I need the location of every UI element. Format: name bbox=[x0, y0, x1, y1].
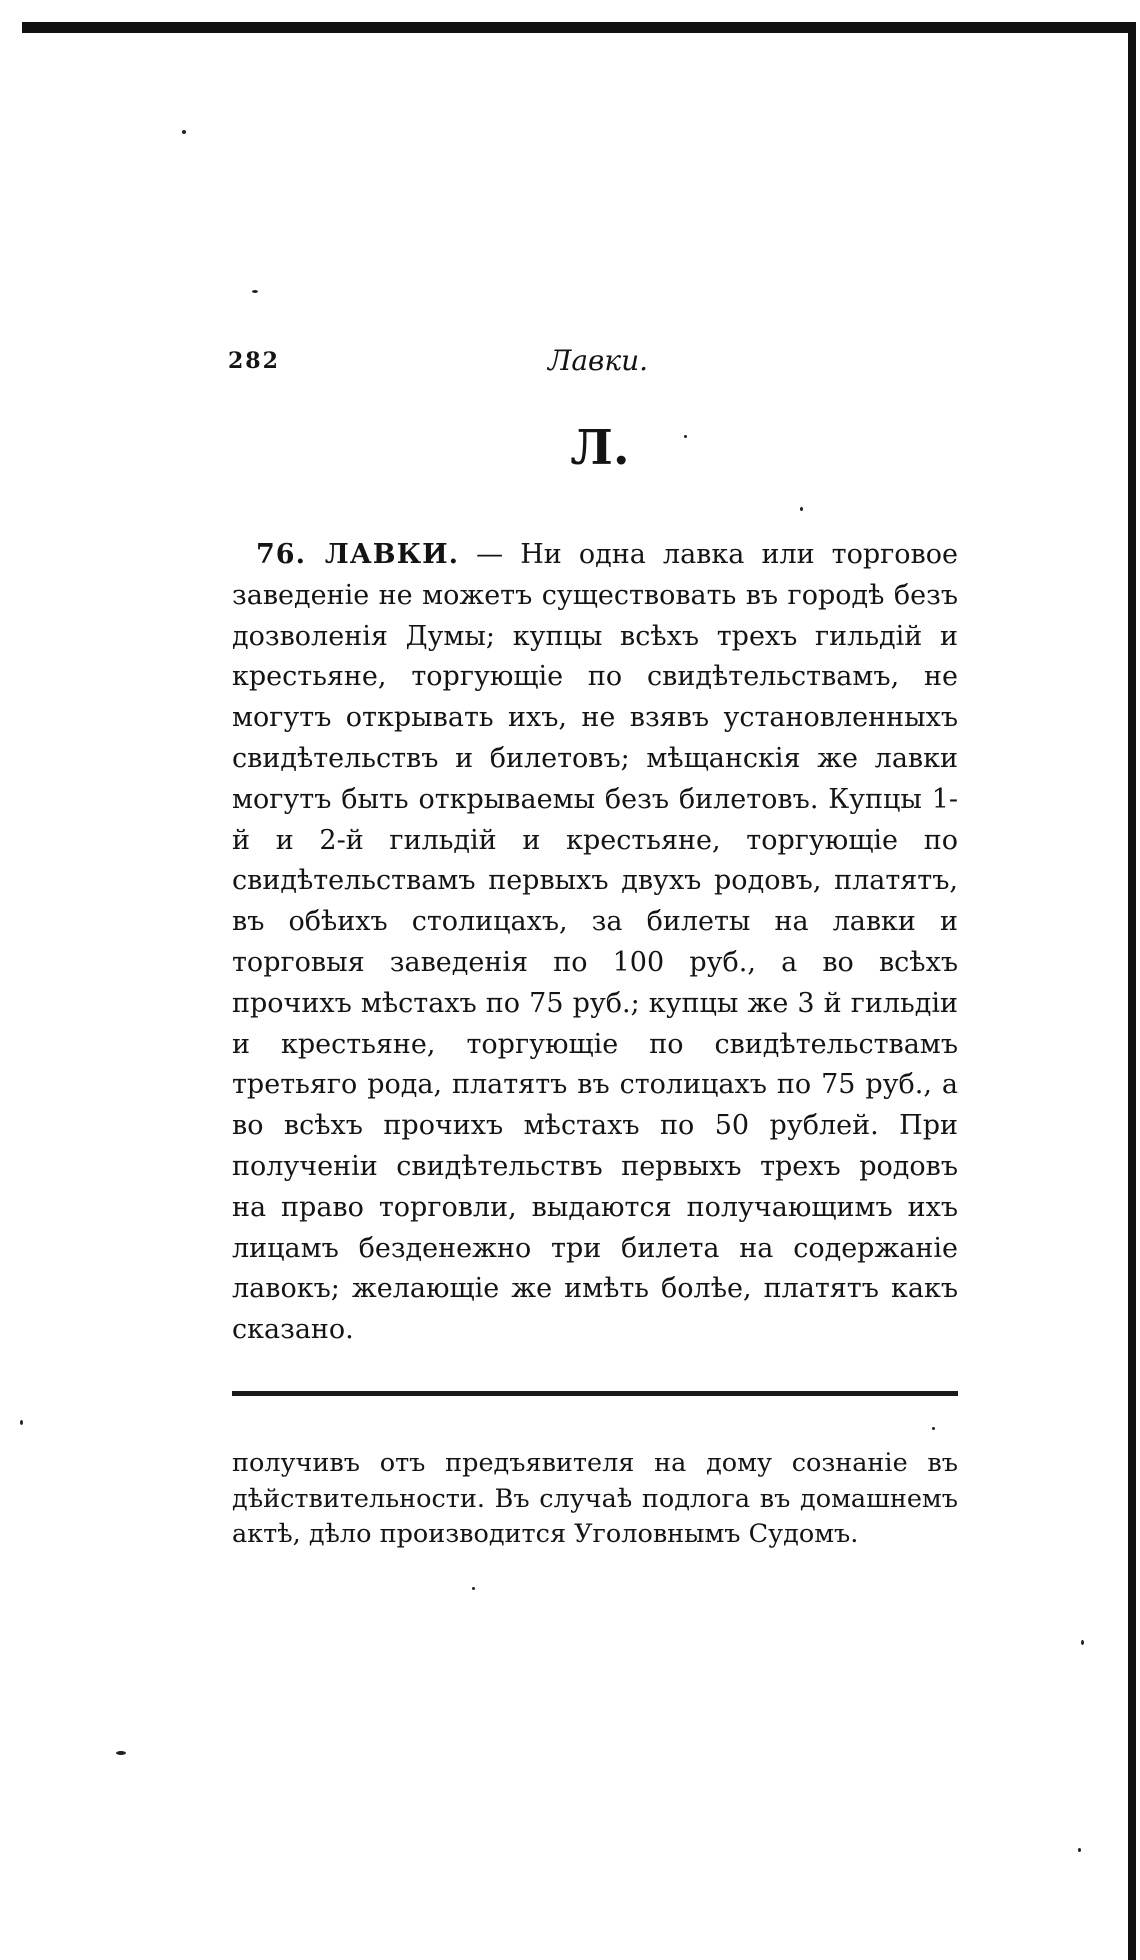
running-title: Лавки. bbox=[548, 344, 649, 377]
scan-speck bbox=[472, 1587, 475, 1590]
section-letter: Л. bbox=[570, 420, 630, 476]
article-text: — Ни одна лавка или торговое заведеніе не можетъ существовать въ городѣ безъ дозволенія Думы; купцы всѣхъ трехъ гильдій и крестьяне, торгующіе по свидѣтельствамъ, не могутъ открывать ихъ, не взявъ установленныхъ свидѣтельствъ и билетовъ; мѣщанскія же лавки могутъ быть открываемы безъ билетовъ. Купцы 1-й и 2-й гильдій и крестьяне, торгующіе по свидѣтельствамъ первыхъ двухъ родовъ, платятъ, въ обѣихъ столицахъ, за билеты на лавки и торговыя заведенія по 100 руб., а во всѣхъ прочихъ мѣстахъ по 75 руб.; купцы же 3 й гильдіи и крестьяне, торгующіе по свидѣтельствамъ третьяго рода, платятъ въ столицахъ по 75 руб., а во всѣхъ прочихъ мѣстахъ по 50 рублей. При полученіи свидѣтельствъ первыхъ трехъ родовъ на право торговли, выдаются получающимъ ихъ лицамъ безденежно три билета на содержаніе лавокъ; желающіе же имѣть болѣе, платятъ какъ сказано. bbox=[232, 539, 958, 1346]
scan-speck bbox=[1078, 1848, 1081, 1852]
scan-speck bbox=[932, 1427, 935, 1430]
scan-speck bbox=[182, 130, 186, 134]
scan-speck bbox=[252, 290, 258, 293]
page-header bbox=[228, 344, 958, 388]
page-number: 282 bbox=[228, 348, 280, 374]
footnote: получивъ отъ предъявителя на дому сознаніе въ дѣйствительности. Въ случаѣ подлога въ домашнемъ актѣ, дѣло производится Уголовнымъ Судомъ. bbox=[232, 1448, 958, 1549]
scan-speck bbox=[1081, 1640, 1084, 1645]
article-paragraph bbox=[232, 535, 958, 1351]
scan-border-top bbox=[22, 22, 1134, 33]
scan-border-right bbox=[1128, 22, 1136, 1960]
footnote-divider bbox=[232, 1391, 958, 1396]
scan-speck bbox=[20, 1420, 23, 1425]
scan-speck bbox=[116, 1751, 126, 1755]
scan-speck bbox=[800, 507, 803, 511]
article-title: 76. ЛАВКИ. bbox=[256, 539, 460, 570]
